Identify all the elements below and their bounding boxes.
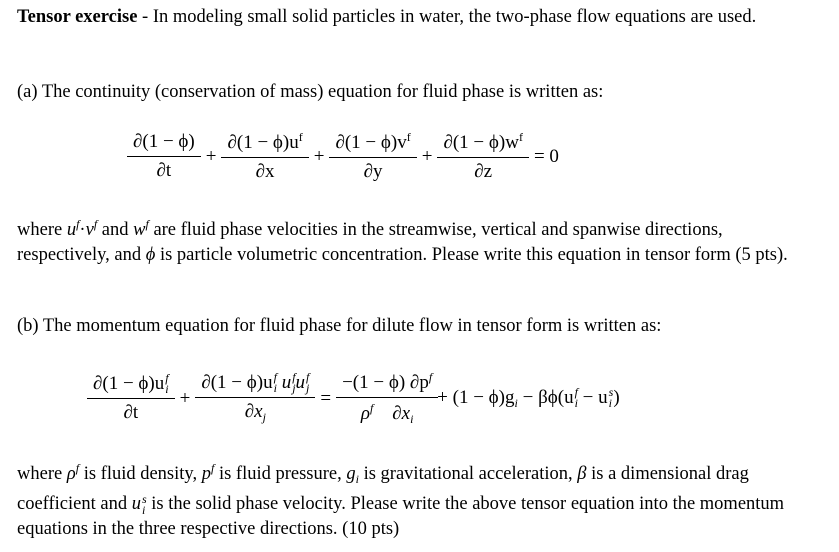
intro-text: - In modeling small solid particles in water, the two-phase flow equations are used. [137,7,757,27]
part-a-label: (a) The continuity (conservation of mass) equation for fluid phase is written as: [17,82,604,102]
term-gravity-drag: + $(1 - \phi)g_i - \beta\phi(u$ f i − u s i ) [437,385,620,411]
term-momentum-advection: ∂(1 − ϕ)u f i u f j u f j $\partial x_j$ [198,372,312,426]
term-x-flux: $\frac{\partial(1 - \phi)u^f}{\partial x}$ [224,130,305,183]
term-z-flux: $\frac{\partial(1 - \phi)w^f}{\partial z}$ [440,130,525,183]
intro-paragraph [17,5,817,30]
part-a-description: where $u^f\cdot v^f$ and $w^f$ are fluid phase velocities in the streamwise, vertical and spanwise directions, respectively, and ϕ is particle volumetric concentration. Please write this equation in tensor form (5 pts). [17,217,788,265]
part-b-description: where $\rho^f$ is fluid density, $p^f$ is fluid pressure, $g_i$ is gravitational acceleration, β is a dimensional drag coefficient and u s i is the solid phase velocity. Please write the above tensor equation into the momentum equations in the three respective directions. (10 pts) [17,461,785,539]
term-pressure-gradient: $\frac{-(1 - \phi) \partial p^f}{\rho^f \partial x_i}$ [339,370,435,427]
exercise-title: Tensor exercise [17,7,138,27]
term-momentum-time: ∂(1 − ϕ)u f i ∂t [90,373,172,425]
part-b-label: (b) The momentum equation for fluid phase for dilute flow in tensor form is written as: [17,316,662,336]
term-y-flux: $\frac{\partial(1 - \phi)v^f}{\partial y}$ [332,130,413,183]
rhs-zero: = 0 [533,145,559,167]
term-time-derivative: $\frac{\partial(1 - \phi)}{\partial t}$ [130,131,198,182]
momentum-equation: ∂(1 − ϕ)u f i ∂t + ∂(1 − ϕ)u f i u f j u f j $\partial x_j$ = $\frac{-(1 - \phi) \partial p^f}{\rho^f \partial x_i}$ + $(1 - \phi)g_i - \beta\phi(u$ f i − u s i ) [88,370,620,427]
continuity-equation: $\frac{\partial(1 - \phi)}{\partial t}$ + $\frac{\partial(1 - \phi)u^f}{\partial x}$ + $\frac{\partial(1 - \phi)v^f}{\partial y}$ + $\frac{\partial(1 - \phi)w^f}{\partial z}$ = 0 [128,130,565,183]
